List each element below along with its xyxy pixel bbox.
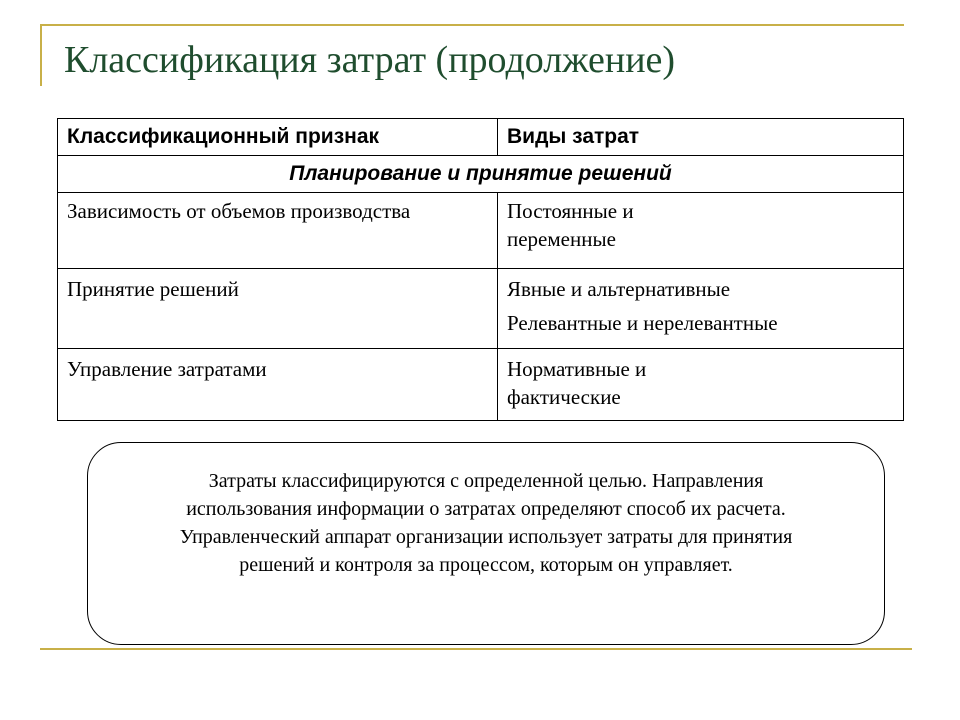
- row-feature: Принятие решений: [58, 269, 498, 349]
- note-line: Затраты классифицируются с определенной целью. Направления: [208, 470, 764, 492]
- table-row: [58, 269, 904, 349]
- top-decorative-rule: [40, 24, 904, 26]
- row-type-line: фактические: [507, 385, 621, 409]
- header-types: Виды затрат: [498, 119, 904, 156]
- note-callout: [87, 442, 885, 645]
- note-line: решений и контроля за процессом, которым он управляет.: [239, 554, 733, 576]
- table-row: [58, 349, 904, 421]
- row-type-line: Релевантные и нерелевантные: [507, 311, 778, 335]
- table-header-row: [58, 119, 904, 156]
- bottom-decorative-rule: [40, 648, 912, 650]
- table-row: [58, 193, 904, 269]
- classification-table: [57, 118, 904, 421]
- row-types: [498, 193, 904, 269]
- row-type-line: Явные и альтернативные: [507, 277, 731, 301]
- row-types: [498, 269, 904, 349]
- left-decorative-rule: [40, 24, 42, 86]
- note-line: Управленческий аппарат организации использует затраты для принятия: [179, 526, 793, 548]
- row-type-line: переменные: [507, 227, 616, 251]
- row-feature: Зависимость от объемов производства: [58, 193, 498, 269]
- header-feature: Классификационный признак: [58, 119, 498, 156]
- row-feature: Управление затратами: [58, 349, 498, 421]
- section-label: Планирование и принятие решений: [58, 156, 904, 193]
- row-types: [498, 349, 904, 421]
- slide-title: Классификация затрат (продолжение): [64, 39, 676, 81]
- note-line: использования информации о затратах определяют способ их расчета.: [186, 498, 786, 520]
- table-section-row: [58, 156, 904, 193]
- row-type-line: Постоянные и: [507, 199, 634, 223]
- row-type-line: Нормативные и: [507, 357, 647, 381]
